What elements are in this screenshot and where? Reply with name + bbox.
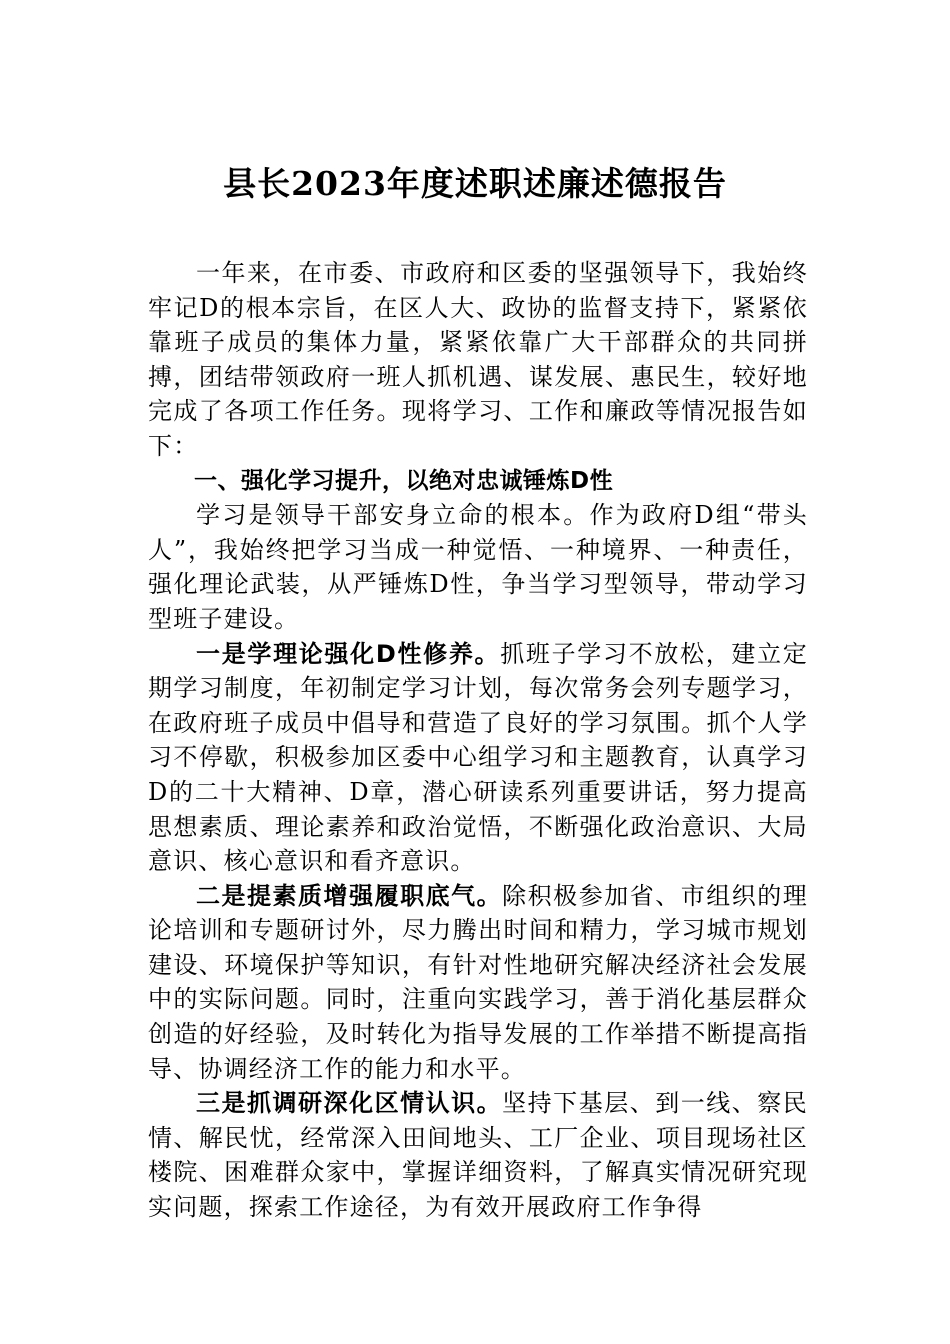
- section-heading-1: 一、强化学习提升，以绝对忠诚锤炼D性: [194, 467, 614, 494]
- point-3-lead: 三是抓调研深化区情认识。: [196, 1089, 503, 1118]
- point-1-paragraph: [148, 637, 808, 879]
- document-body: [148, 256, 808, 1225]
- point-1-lead: 一是学理论强化D性修养。: [196, 639, 501, 668]
- point-1-text: 抓班子学习不放松，建立定期学习制度，年初制定学习计划，每次常务会列专题学习，在政府班子成员中倡导和营造了良好的学习氛围。抓个人学习不停歇，积极参加区委中心组学习和主题教育，认真学习D的二十大精神、D章，潜心研读系列重要讲话，努力提高思想素质、理论素养和政治觉悟，不断强化政治意识、大局意识、核心意识和看齐意识。: [148, 639, 808, 876]
- section-1-intro-paragraph: 学习是领导干部安身立命的根本。作为政府D组“带头人”，我始终把学习当成一种觉悟、一种境界、一种责任，强化理论武装，从严锤炼D性，争当学习型领导，带动学习型班子建设。: [148, 501, 808, 633]
- point-2-paragraph: [148, 879, 808, 1087]
- point-2-text: 除积极参加省、市组织的理论培训和专题研讨外，尽力腾出时间和精力，学习城市规划建设、环境保护等知识，有针对性地研究解决经济社会发展中的实际问题。同时，注重向实践学习，善于消化基层群众创造的好经验，及时转化为指导发展的工作举措不断提高指导、协调经济工作的能力和水平。: [148, 881, 808, 1083]
- point-3-paragraph: [148, 1086, 808, 1224]
- point-2-lead: 二是提素质增强履职底气。: [196, 881, 503, 910]
- document-title: 县长2023年度述职述廉述德报告: [223, 164, 727, 203]
- point-3-text: 坚持下基层、到一线、察民情、解民忧，经常深入田间地头、工厂企业、项目现场社区楼院、困难群众家中，掌握详细资料，了解真实情况研究现实问题，探索工作途径，为有效开展政府工作争得: [148, 1089, 808, 1222]
- intro-paragraph: 一年来，在市委、市政府和区委的坚强领导下，我始终牢记D的根本宗旨，在区人大、政协的监督支持下，紧紧依靠班子成员的集体力量，紧紧依靠广大干部群众的共同拼搏，团结带领政府一班人抓机遇、谋发展、惠民生，较好地完成了各项工作任务。现将学习、工作和廉政等情况报告如下：: [148, 259, 808, 460]
